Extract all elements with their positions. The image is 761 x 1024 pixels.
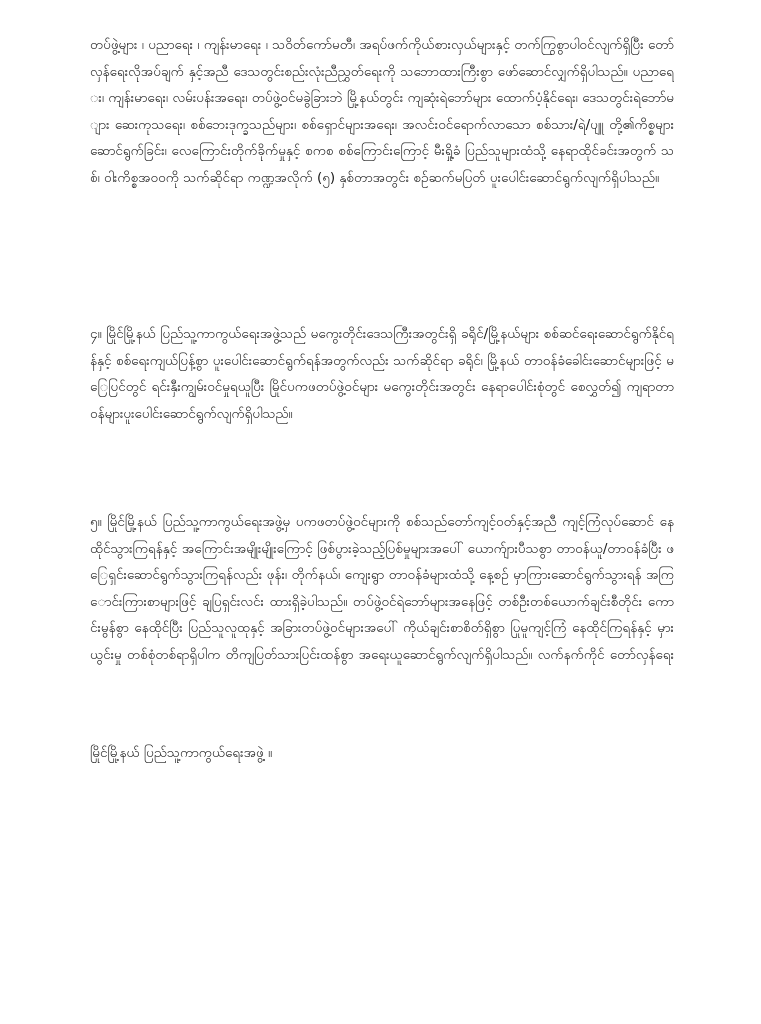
paragraph-3: ၅။ မြိုင်မြို့နယ် ပြည်သူ့ကာကွယ်ရေးအဖွဲ့မှ ပကဖတပ်ဖွဲ့ဝင်များကို စစ်သည်တော်ကျင့်ဝတ်နှင့်အညီ ကျင့်ကြံလုပ်ဆောင် နေထိုင်သွားကြရန်နှင့် အကြောင်းအမျိုးမျိုးကြောင့် ဖြစ်ပွားခဲ့သည့်ပြစ်မှုများအပေါ် ယောက်ျားပီသစွာ တာဝန်ယူ/တာဝန်ခံပြီး ဖြေရှင်းဆောင်ရွက်သွားကြရန်လည်း ဖုန်း၊ တိုက်နယ်၊ ကျေးရွာ တာဝန်ခံများထံသို့ နေ့စဉ် မှာကြားဆောင်ရွက်သွားရန် အကြောင်းကြားစာများဖြင့် ချပြရှင်းလင်း ထားရှိခဲ့ပါသည်။ တပ်ဖွဲ့ဝင်ရဲဘော်များအနေဖြင့် တစ်ဦးတစ်ယောက်ချင်းစီတိုင်း ကောင်းမွန်စွာ နေထိုင်ပြီး ပြည်သူလူထုနှင့် အခြားတပ်ဖွဲ့ဝင်များအပေါ် ကိုယ်ချင်းစာစိတ်ရှိစွာ ပြုမူကျင့်ကြံ နေထိုင်ကြရန်နှင့် မှားယွင်းမှု တစ်စုံတစ်ရာရှိပါက တိကျပြတ်သားပြင်းထန်စွာ အရေးယူဆောင်ရွက်လျက်ရှိပါသည်။ လက်နက်ကိုင် တော်လှန်ရေး: [90, 514, 674, 663]
signature-line: မြိုင်မြို့နယ် ပြည်သူ့ကာကွယ်ရေးအဖွဲ့ ။: [90, 745, 273, 761]
paragraph-2: ၄။ မြိုင်မြို့နယ် ပြည်သူ့ကာကွယ်ရေးအဖွဲ့သည် မကွေးတိုင်းဒေသကြီးအတွင်းရှိ ခရိုင်/မြို့နယ်များ စစ်ဆင်ရေးဆောင်ရွက်နိုင်ရန်နှင့် စစ်ရေးကျယ်ပြန့်စွာ ပူးပေါင်းဆောင်ရွက်ရန်အတွက်လည်း သက်ဆိုင်ရာ ခရိုင်၊ မြို့နယ် တာဝန်ခံခေါင်းဆောင်များဖြင့် မြေပြင်တွင် ရင်းနှီးကျွမ်းဝင်မှုရယူပြီး မြိုင်ပကဖတပ်ဖွဲ့ဝင်များ မကွေးတိုင်းအတွင်း နေရာပေါင်းစုံတွင် စေလွှတ်၍ ကျရာတာဝန်များပူးပေါင်းဆောင်ရွက်လျက်ရှိပါသည်။: [90, 326, 674, 422]
paragraph-1: တပ်ဖွဲ့များ ၊ ပညာရေး ၊ ကျန်းမာရေး ၊ သဝိတ်ကော်မတီ၊ အရပ်ဖက်ကိုယ်စားလှယ်များနှင့် တက်ကြွစွာပါဝင်လျက်ရှိပြီး တော်လှန်ရေးလိုအပ်ချက် နှင့်အညီ ဒေသတွင်းစည်းလုံးညီညွှတ်ရေးကို သဘောထားကြီးစွာ ဖော်ဆောင်လျှက်ရှိပါသည်။ ပညာရေး၊ ကျန်းမာရေး၊ လမ်းပန်းအရေး၊ တပ်ဖွဲ့ဝင်မခွဲခြားဘဲ မြို့နယ်တွင်း ကျဆုံးရဲဘော်များ ထောက်ပံ့နိုင်ရေး၊ ဒေသတွင်းရဲဘော်များ ဆေးကုသရေး၊ စစ်ဘေးဒုက္ခသည်များ၊ စစ်ရှောင်များအရေး၊ အလင်းဝင်ရောက်လာသော စစ်သား/ရဲ/ပျူ တို့၏ကိစ္စများ ဆောင်ရွက်ခြင်း၊ လေကြောင်းတိုက်ခိုက်မှုနှင့် စကစ စစ်ကြောင်းကြောင့် မီးရှို့ခံ ပြည်သူများထံသို့ နေရာထိုင်ခင်းအတွက် သစ်၊ ဝါးကိစ္စအဝဝကို သက်ဆိုင်ရာ ကဏ္ဍအလိုက် (၅) နှစ်တာအတွင်း စဉ်ဆက်မပြတ် ပူးပေါင်းဆောင်ရွက်လျက်ရှိပါသည်။: [90, 37, 674, 186]
